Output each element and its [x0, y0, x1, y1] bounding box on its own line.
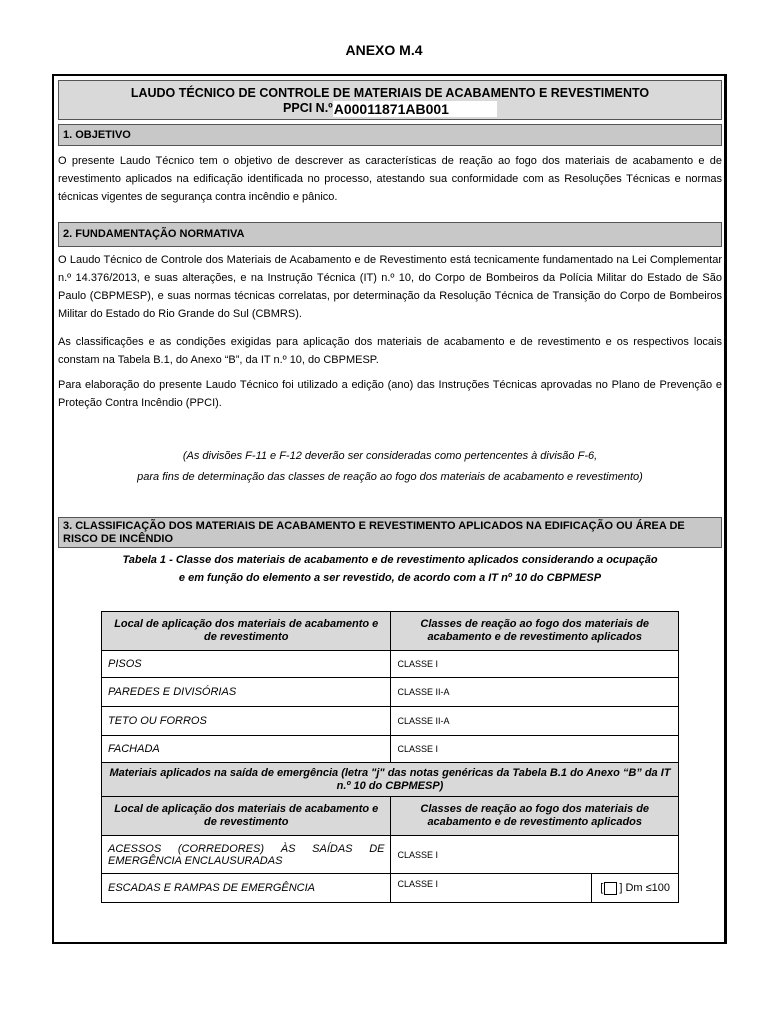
- section-normative-title: 2. FUNDAMENTAÇÃO NORMATIVA: [58, 222, 722, 247]
- class-field[interactable]: CLASSE I: [391, 736, 679, 763]
- class-field[interactable]: CLASSE II-A: [391, 678, 679, 707]
- objective-text: O presente Laudo Técnico tem o objetivo de descrever as características de reação ao fogo dos materiais de acabamento e de revestimento aplicados na edificação identificada no processo, atestando sua conformidade com as Resoluções Técnicas e normas técnicas vigentes de segurança contra incêndio e pânico.: [58, 155, 722, 203]
- dm-label: Dm ≤100: [625, 882, 670, 894]
- class-field[interactable]: CLASSE I: [391, 651, 679, 678]
- location-cell: ACESSOS (CORREDORES) ÀS SAÍDAS DE EMERGÊNCIA ENCLAUSURADAS: [102, 836, 391, 874]
- table-row: [102, 836, 679, 874]
- annex-title: ANEXO M.4: [345, 42, 423, 58]
- column-header-location: Local de aplicação dos materiais de acabamento e de revestimento: [102, 612, 391, 651]
- dm-checkbox[interactable]: [604, 882, 617, 895]
- location-cell: PISOS: [102, 651, 391, 678]
- dm-bracket-open: [: [600, 882, 604, 894]
- table-row: [102, 736, 679, 763]
- emergency-header-row: [102, 763, 679, 797]
- table-row: [102, 707, 679, 736]
- normative-paragraph-3: Para elaboração do presente Laudo Técnico foi utilizado a edição (ano) das Instruções Técnicas aprovadas no Plano de Prevenção e Proteção Contra Incêndio (PPCI).: [58, 379, 722, 409]
- table-header-row: [102, 612, 679, 651]
- materials-table: [101, 611, 679, 903]
- report-header: [58, 80, 722, 120]
- section-classification-title: 3. CLASSIFICAÇÃO DOS MATERIAIS DE ACABAMENTO E REVESTIMENTO APLICADOS NA EDIFICAÇÃO OU ÁREA DE RISCO DE INCÊNDIO: [58, 517, 722, 548]
- section-objective-title: 1. OBJETIVO: [58, 124, 722, 146]
- class-field[interactable]: CLASSE I: [391, 836, 679, 874]
- division-note-line-2: para fins de determinação das classes de reação ao fogo dos materiais de acabamento e revestimento): [137, 471, 643, 483]
- table-row: [102, 874, 679, 903]
- table-caption-line-2: e em função do elemento a ser revestido, de acordo com a IT nº 10 do CBPMESP: [178, 572, 602, 584]
- emergency-exit-header: Materiais aplicados na saída de emergência (letra "j" das notas genéricas da Tabela B.1 do Anexo “B” da IT n.º 10 do CBPMESP): [102, 763, 679, 797]
- dm-option: [591, 874, 678, 902]
- class-field[interactable]: CLASSE I: [397, 879, 439, 889]
- table-row: [102, 678, 679, 707]
- normative-paragraph-1: O Laudo Técnico de Controle dos Materiais de Acabamento e de Revestimento está tecnicamente fundamentado na Lei Complementar n.º 14.376/2013, e suas alterações, e na Instrução Técnica (IT) n.º 10, do Corpo de Bombeiros da Polícia Militar do Estado de São Paulo (CBPMESP), e suas normas técnicas correlatas, por determinação da Resolução Técnica de Transição do Corpo de Bombeiros Militar do Estado do Rio Grande do Sul (CBMRS).: [58, 254, 722, 320]
- location-cell: FACHADA: [102, 736, 391, 763]
- location-cell: PAREDES E DIVISÓRIAS: [102, 678, 391, 707]
- table-row: [102, 651, 679, 678]
- column-header-class: Classes de reação ao fogo dos materiais de acabamento e de revestimento aplicados: [391, 797, 679, 836]
- table-header-row: [102, 797, 679, 836]
- dm-bracket-close: ]: [619, 882, 623, 894]
- frame-shadow: [724, 76, 727, 944]
- column-header-class: Classes de reação ao fogo dos materiais de acabamento e de revestimento aplicados: [391, 612, 679, 651]
- table-caption-line-1: Tabela 1 - Classe dos materiais de acabamento e de revestimento aplicados considerando a ocupação: [122, 554, 658, 566]
- normative-paragraph-2: As classificações e as condições exigidas para aplicação dos materiais de acabamento e de revestimento e os respectivos locais constam na Tabela B.1, do Anexo “B”, da IT n.º 10, do CBPMESP.: [58, 336, 722, 366]
- location-cell: ESCADAS E RAMPAS DE EMERGÊNCIA: [102, 874, 391, 903]
- column-header-location: Local de aplicação dos materiais de acabamento e de revestimento: [102, 797, 391, 836]
- class-field[interactable]: CLASSE II-A: [391, 707, 679, 736]
- report-title: LAUDO TÉCNICO DE CONTROLE DE MATERIAIS DE ACABAMENTO E REVESTIMENTO: [130, 86, 650, 100]
- ppci-line: [283, 101, 497, 117]
- ppci-number-field[interactable]: A00011871AB001: [333, 101, 497, 117]
- location-cell: TETO OU FORROS: [102, 707, 391, 736]
- stairs-class-cell: [391, 874, 679, 903]
- ppci-label: PPCI N.º: [283, 101, 333, 115]
- division-note-line-1: (As divisões F-11 e F-12 deverão ser consideradas como pertencentes à divisão F-6,: [182, 450, 598, 462]
